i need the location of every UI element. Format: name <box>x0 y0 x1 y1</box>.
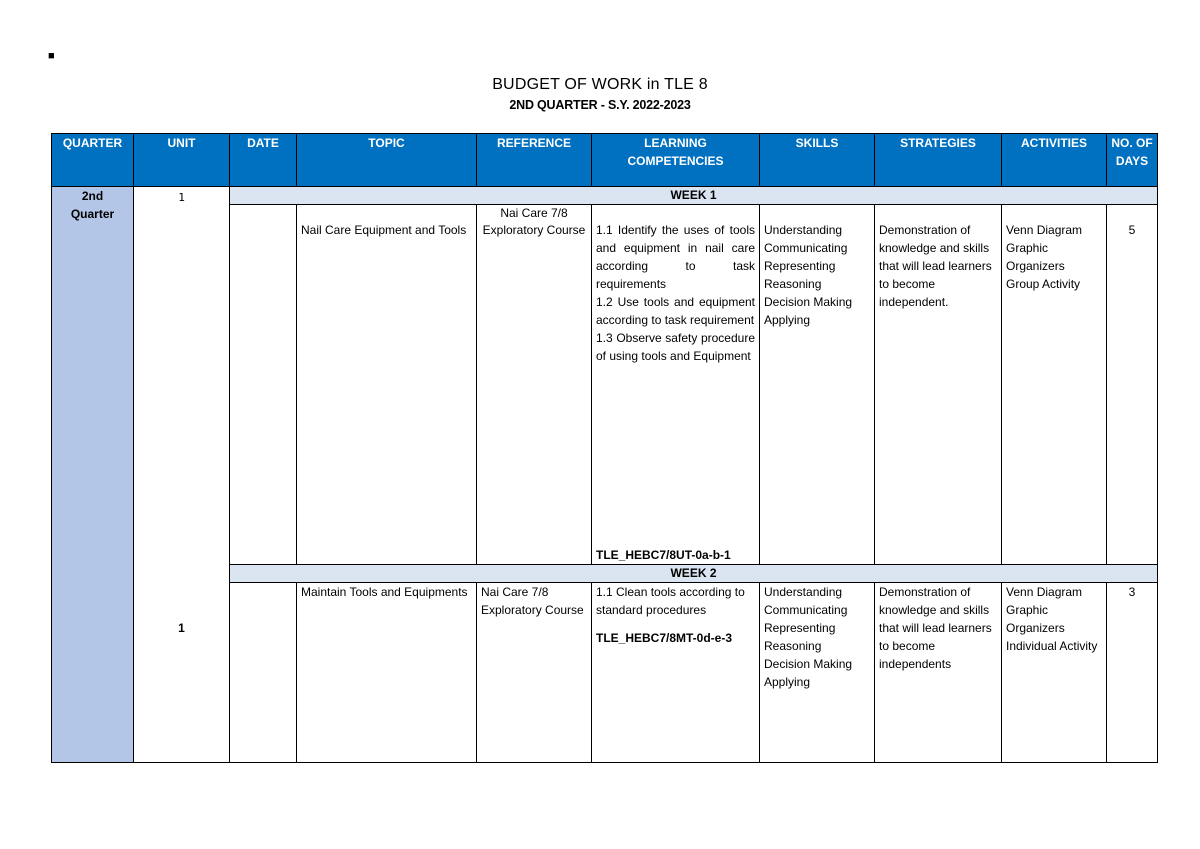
unit-number-bottom: 1 <box>178 621 185 635</box>
competency-code: TLE_HEBC7/8MT-0d-e-3 <box>596 631 733 645</box>
competency-item: 1.3 Observe safety procedure of using tools and Equipment <box>596 331 755 363</box>
topic-cell <box>297 583 477 763</box>
col-header-learning-competencies: LEARNING COMPETENCIES <box>592 134 760 187</box>
col-header-strategies: STRATEGIES <box>875 134 1002 187</box>
col-header-activities: ACTIVITIES <box>1002 134 1107 187</box>
activity-item: Group Activity <box>1006 277 1081 291</box>
skill-item: Representing <box>764 259 836 273</box>
topic-cell <box>297 205 477 565</box>
days-value: 3 <box>1128 585 1136 599</box>
quarter-line2: Quarter <box>70 207 115 221</box>
activity-item: Graphic Organizers <box>1006 603 1065 635</box>
topic-text: Maintain Tools and Equipments <box>301 585 468 599</box>
date-cell <box>230 205 297 565</box>
col-header-reference: REFERENCE <box>477 134 592 187</box>
strategies-text: Demonstration of knowledge and skills that will lead learners to become independents <box>879 585 992 671</box>
reference-text: Nai Care 7/8 Exploratory Course <box>482 206 586 237</box>
skills-cell <box>760 205 875 565</box>
skill-item: Understanding <box>764 585 843 599</box>
topic-text: Nail Care Equipment and Tools <box>301 223 467 237</box>
strategies-cell <box>875 205 1002 565</box>
reference-cell <box>477 205 592 565</box>
document-subtitle: 2ND QUARTER - S.Y. 2022-2023 <box>509 98 691 112</box>
skill-item: Reasoning <box>764 277 822 291</box>
activities-cell <box>1002 583 1107 763</box>
skill-item: Applying <box>764 313 811 327</box>
activity-item: Venn Diagram <box>1006 585 1083 599</box>
reference-cell <box>477 583 592 763</box>
reference-text: Nai Care 7/8 Exploratory Course <box>481 585 584 617</box>
bullet-mark: ■ <box>48 50 55 62</box>
competency-item: 1.1 Identify the uses of tools and equipment in nail care according to task requirements <box>596 223 755 291</box>
activity-item: Individual Activity <box>1006 639 1098 653</box>
col-header-topic: TOPIC <box>297 134 477 187</box>
skill-item: Understanding <box>764 223 843 237</box>
week-label: WEEK 1 <box>230 187 1158 205</box>
date-cell <box>230 583 297 763</box>
skill-item: Reasoning <box>764 639 822 653</box>
competencies-cell <box>592 583 760 763</box>
quarter-line1: 2nd <box>81 189 104 203</box>
quarter-cell <box>52 187 134 763</box>
activities-cell <box>1002 205 1107 565</box>
col-header-skills: SKILLS <box>760 134 875 187</box>
skill-item: Communicating <box>764 241 848 255</box>
week-row <box>52 187 1158 205</box>
competency-code: TLE_HEBC7/8UT-0a-b-1 <box>596 548 731 562</box>
unit-number-top: 1 <box>178 191 185 204</box>
col-header-no-of-days: NO. OF DAYS <box>1107 134 1158 187</box>
competency-item: 1.2 Use tools and equipment according to task requirement <box>596 295 755 327</box>
strategies-cell <box>875 583 1002 763</box>
days-value: 5 <box>1128 223 1136 237</box>
skill-item: Representing <box>764 621 836 635</box>
skill-item: Communicating <box>764 603 848 617</box>
days-cell <box>1107 205 1158 565</box>
strategies-text: Demonstration of knowledge and skills that will lead learners to become independent. <box>879 223 992 309</box>
unit-cell <box>134 187 230 763</box>
budget-of-work-table <box>51 133 1158 763</box>
competencies-cell <box>592 205 760 565</box>
skills-cell <box>760 583 875 763</box>
days-cell <box>1107 583 1158 763</box>
week-label: WEEK 2 <box>230 565 1158 583</box>
document-title: BUDGET OF WORK in TLE 8 <box>492 76 708 93</box>
activity-item: Graphic Organizers <box>1006 241 1065 273</box>
activity-item: Venn Diagram <box>1006 223 1083 237</box>
table-header-row <box>52 134 1158 187</box>
skill-item: Decision Making <box>764 657 853 671</box>
col-header-quarter: QUARTER <box>52 134 134 187</box>
skill-item: Applying <box>764 675 811 689</box>
skill-item: Decision Making <box>764 295 853 309</box>
competency-item: 1.1 Clean tools according to standard procedures <box>596 585 745 617</box>
col-header-unit: UNIT <box>134 134 230 187</box>
col-header-date: DATE <box>230 134 297 187</box>
